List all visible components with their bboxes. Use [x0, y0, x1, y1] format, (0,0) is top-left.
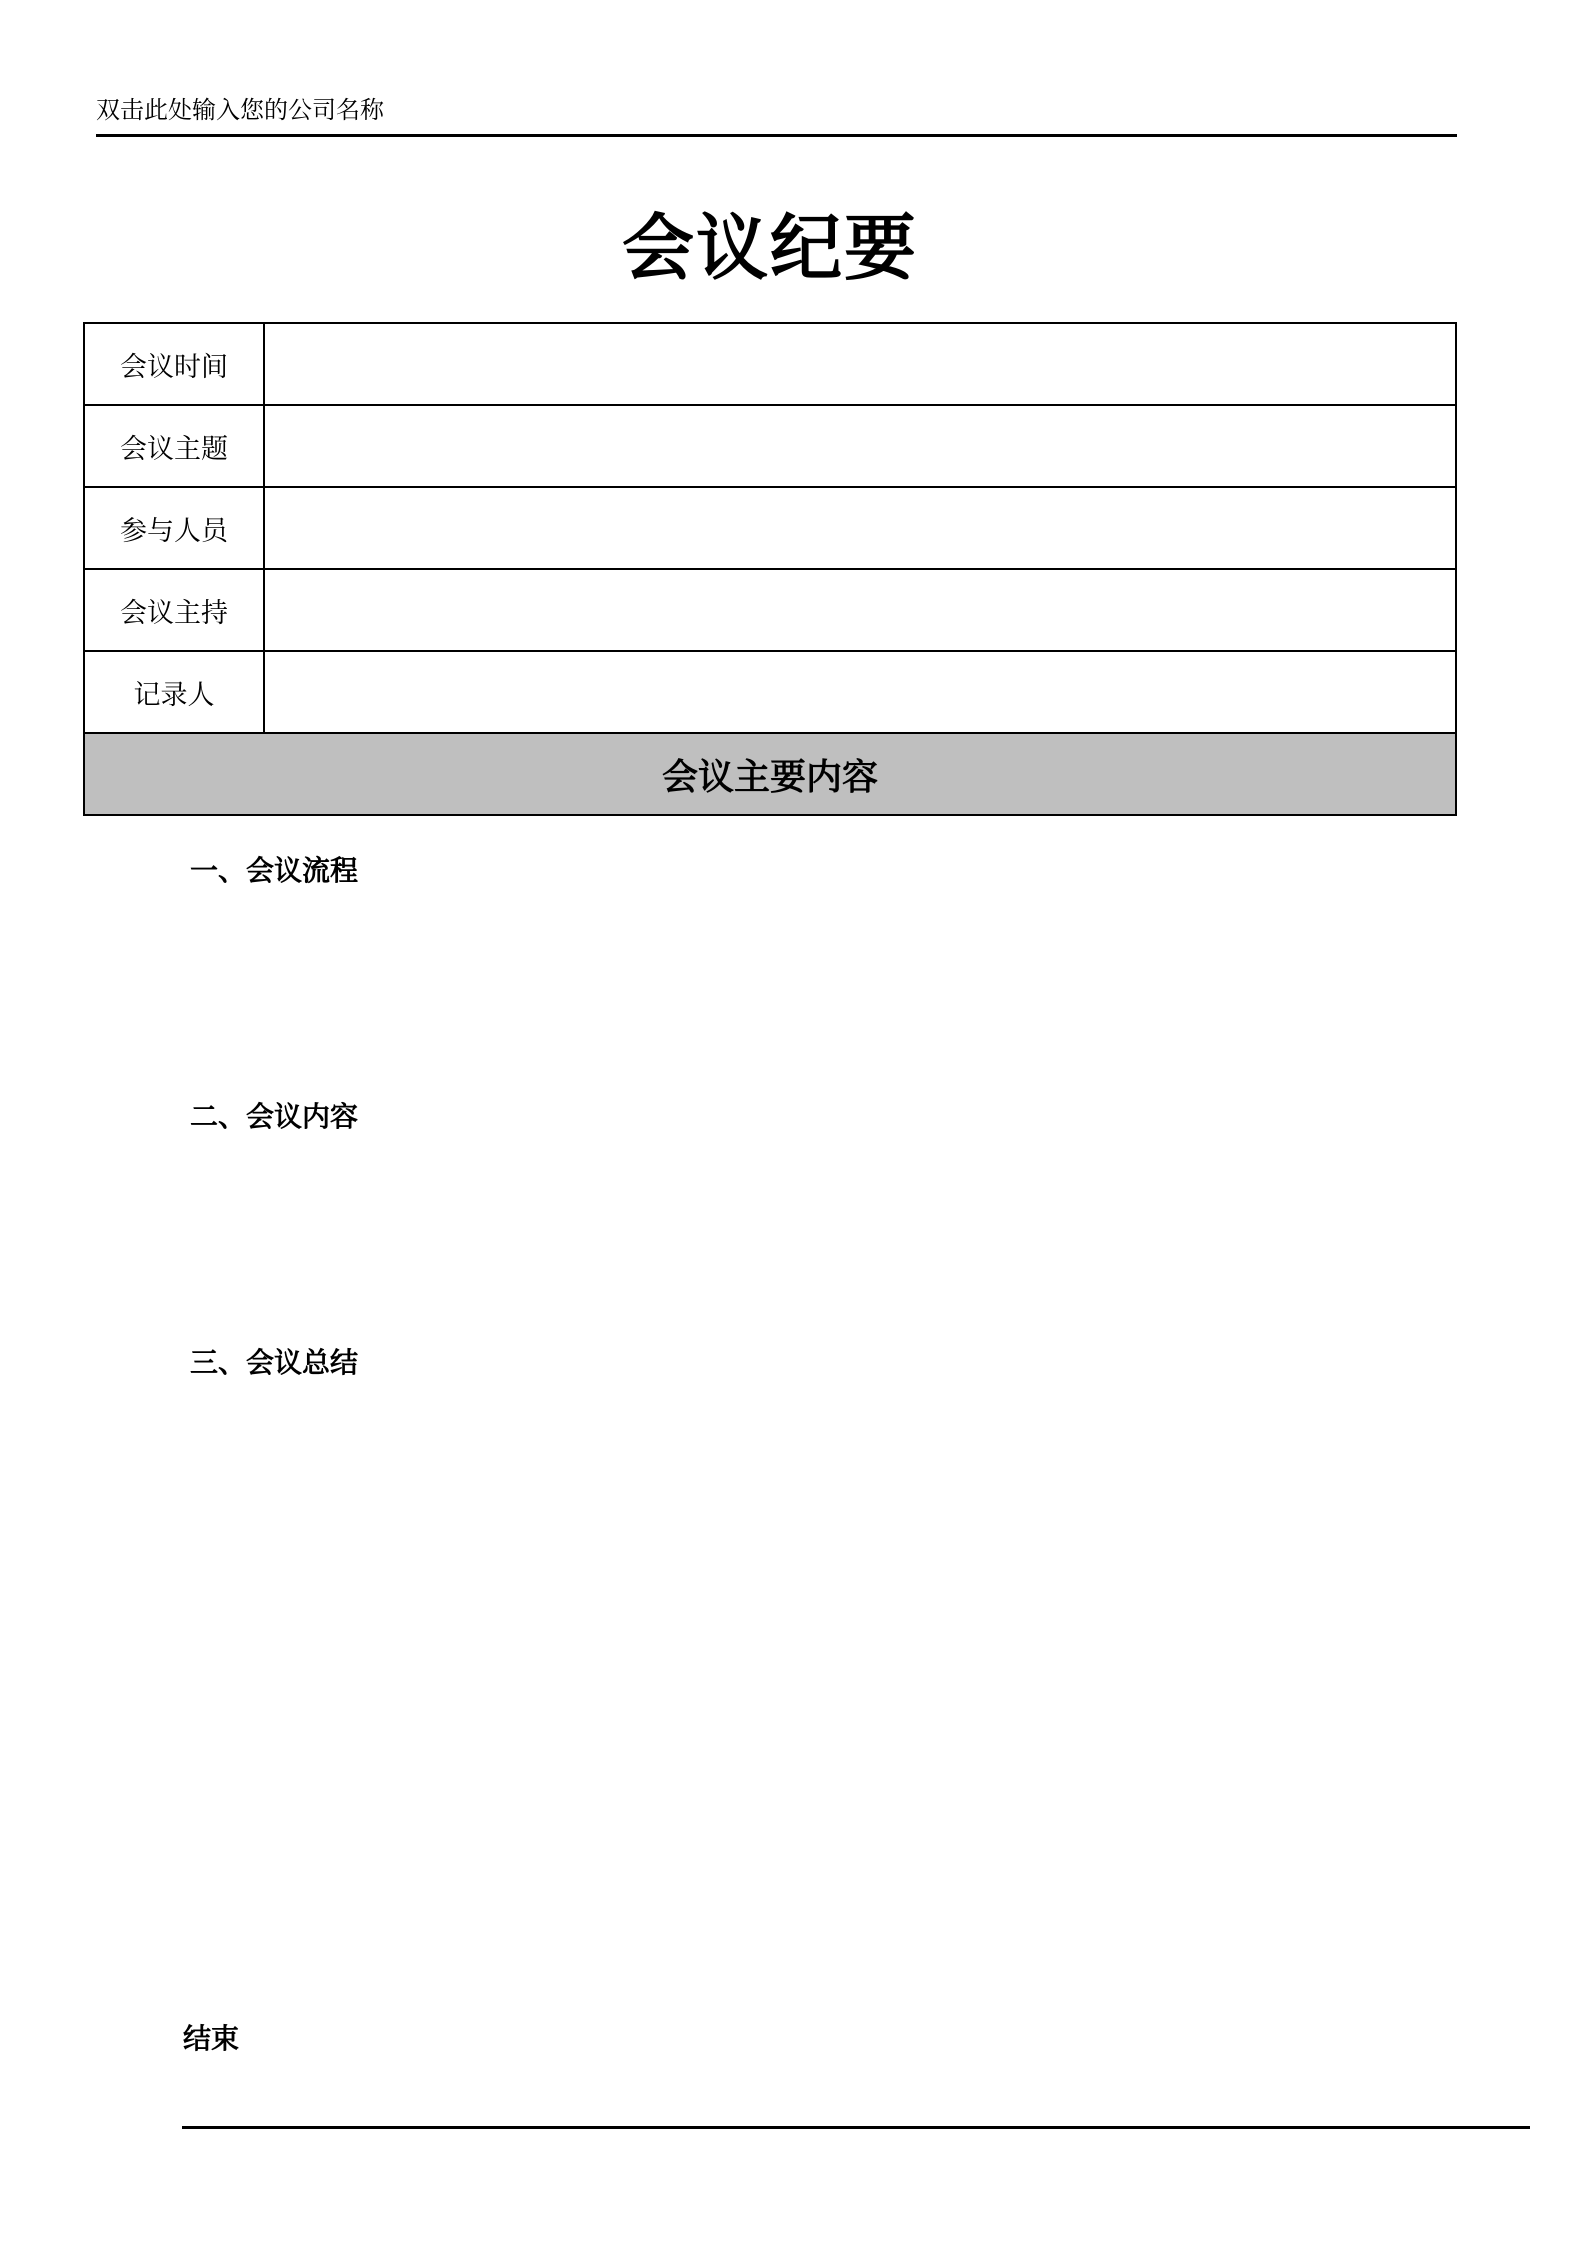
table-row — [84, 405, 1456, 487]
footer-rule — [182, 2126, 1530, 2129]
table-section-header-label: 会议主要内容 — [84, 733, 1456, 815]
row-value-recorder[interactable] — [264, 651, 1456, 733]
table-row — [84, 651, 1456, 733]
row-value-meeting-time[interactable] — [264, 323, 1456, 405]
row-label-meeting-host: 会议主持 — [84, 569, 264, 651]
section-content-meeting-process[interactable] — [96, 900, 1457, 1090]
section-content-meeting-summary[interactable] — [96, 1392, 1457, 1992]
table-section-header-row — [84, 733, 1456, 815]
company-name-placeholder[interactable]: 双击此处输入您的公司名称 — [96, 97, 384, 124]
row-label-participants: 参与人员 — [84, 487, 264, 569]
section-content-meeting-content[interactable] — [96, 1146, 1457, 1336]
table-row — [84, 569, 1456, 651]
page-title: 会议纪要 — [621, 209, 918, 289]
row-label-meeting-time: 会议时间 — [84, 323, 264, 405]
row-value-meeting-topic[interactable] — [264, 405, 1456, 487]
end-label: 结束 — [183, 2023, 240, 2054]
row-value-participants[interactable] — [264, 487, 1456, 569]
row-label-recorder: 记录人 — [84, 651, 264, 733]
row-value-meeting-host[interactable] — [264, 569, 1456, 651]
section-heading-meeting-summary: 三、会议总结 — [190, 1347, 359, 1378]
row-label-meeting-topic: 会议主题 — [84, 405, 264, 487]
table-row — [84, 323, 1456, 405]
section-heading-meeting-content: 二、会议内容 — [190, 1101, 359, 1132]
section-heading-meeting-process: 一、会议流程 — [190, 855, 359, 886]
table-row — [84, 487, 1456, 569]
header-rule — [96, 134, 1457, 137]
meeting-info-table — [83, 322, 1457, 816]
